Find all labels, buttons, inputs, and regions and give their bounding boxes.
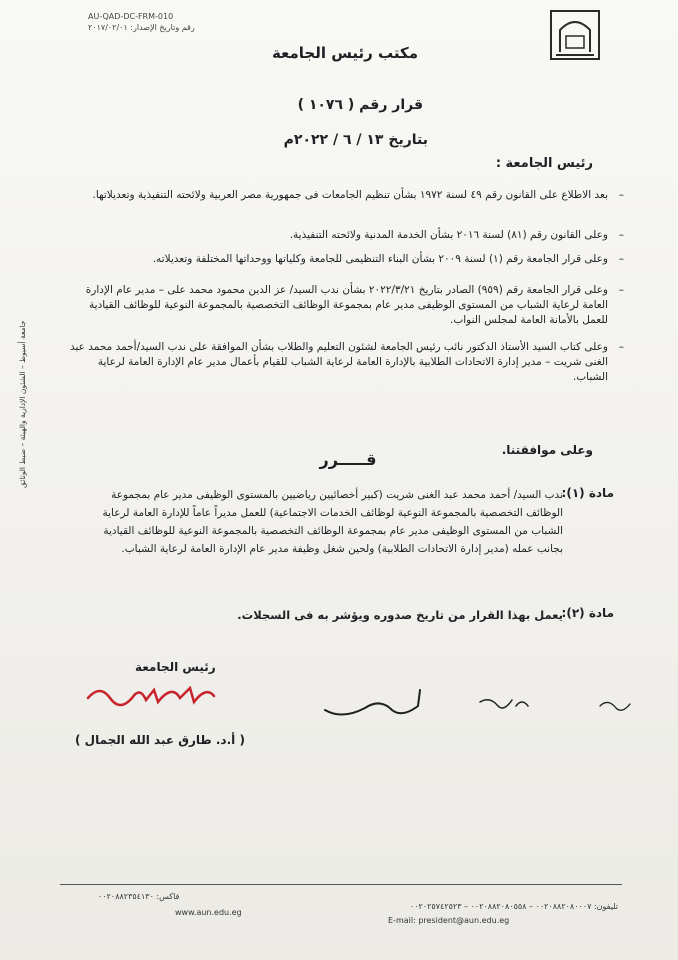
phone-numbers: تليفون: ٠٠٢٠٨٨٢٠٨٠٠٠٧ – ٠٠٢٠٨٨٢٠٨٠٥٥٨ – ٠٠٢٠٢٥٧٤٢٥٢٣ bbox=[409, 902, 618, 911]
fax-number: فاكس: ٠٠٢٠٨٨٢٣٥٤١٣٠ bbox=[98, 892, 180, 901]
article-1-text: ندب السيد/ أحمد محمد عبد الغنى شريت (كبير أخصائيين رياضيين بالمستوى الوظيفى مدير عام بمجموعة الوظائف التخصصية بالمجموعة النوعية لوظائف الخدمات الاجتماعية) للعمل مديراً عاماً للإدارة العامة لرعاية الشباب من المستوى الوظيفى مدير عام بمجموعة الوظائف التخصصية بالمجموعة النوعية للوظائف القيادية بجانب عمله (مدير إدارة الاتحادات الطلابية) ولحين شغل وظيفة مدير عام الإدارة العامة لرعاية الشباب. bbox=[102, 489, 563, 555]
email: E-mail: president@aun.edu.eg bbox=[388, 916, 510, 925]
handwritten-signatures bbox=[80, 676, 670, 736]
decision-number: قرار رقم ( ١٠٧٦ ) bbox=[297, 97, 423, 113]
signature-title: رئيس الجامعة bbox=[135, 660, 216, 674]
website: www.aun.edu.eg bbox=[175, 908, 242, 917]
article-1-label: مادة (١): bbox=[561, 486, 614, 500]
side-note: جامعة أسيوط – الشئون الإدارية والهيئة – ضبط الوثائق bbox=[18, 320, 27, 488]
recital-item: – وعلى قرار الجامعة رقم (٩٥٩) الصادر بتاريخ ٢٠٢٢/٣/٢١ بشأن ندب السيد/ عز الدين محمود محمد على – مدير عام الإدارة العامة لرعاية الشباب من المستوى الوظيفى مدير عام بمجموعة الوظائف التخصصية بالمجموعة النوعية للوظائف القيادية للعمل بالأمانة العامة لمجلس النواب. bbox=[85, 284, 624, 326]
signatory-name: ( أ.د. طارق عبد الله الجمال ) bbox=[75, 733, 245, 747]
recital-item: – وعلى كتاب السيد الأستاذ الدكتور نائب رئيس الجامعة لشئون التعليم والطلاب بشأن الموافقة على ندب السيد/أحمد محمد عبد الغنى شريت – مدير إدارة الاتحادات الطلابية بالإدارة العامة لرعاية الشباب للقيام بأعمال مدير عام الإدارة العامة لرعاية الشباب. bbox=[70, 341, 624, 383]
office-title: مكتب رئيس الجامعة bbox=[271, 44, 419, 62]
article-2-label: مادة (٢): bbox=[561, 606, 614, 620]
form-code: AU-QAD-DC-FRM-010 bbox=[88, 12, 174, 21]
recital-item: – وعلى قرار الجامعة رقم (١) لسنة ٢٠٠٩ بشأن البناء التنظيمى للجامعة وكلياتها ووحداتها المختلفة وتعديلاته. bbox=[152, 253, 624, 265]
recital-item: – وعلى القانون رقم (٨١) لسنة ٢٠١٦ بشأن الخدمة المدنية ولائحته التنفيذية. bbox=[289, 229, 624, 241]
decision-date: بتاريخ ١٣ / ٦ / ٢٠٢٢م bbox=[283, 132, 428, 148]
recital-item: – بعد الاطلاع على القانون رقم ٤٩ لسنة ١٩٧٢ بشأن تنظيم الجامعات فى جمهورية مصر العربية ولائحته التنفيذية وتعديلاتها. bbox=[92, 189, 624, 201]
footer-divider bbox=[60, 884, 622, 885]
addressee: رئيس الجامعة : bbox=[495, 156, 593, 171]
issue-date: رقم وتاريخ الإصدار: ٢٠١٧/٠٢/٠١ bbox=[88, 23, 195, 32]
article-2-text: يعمل بهذا القرار من تاريخ صدوره ويؤشر به فى السجلات. bbox=[237, 608, 563, 622]
university-logo bbox=[548, 8, 602, 62]
decided-heading: قـــــرر bbox=[319, 450, 377, 469]
closing-line: وعلى موافقتنا. bbox=[501, 443, 593, 457]
